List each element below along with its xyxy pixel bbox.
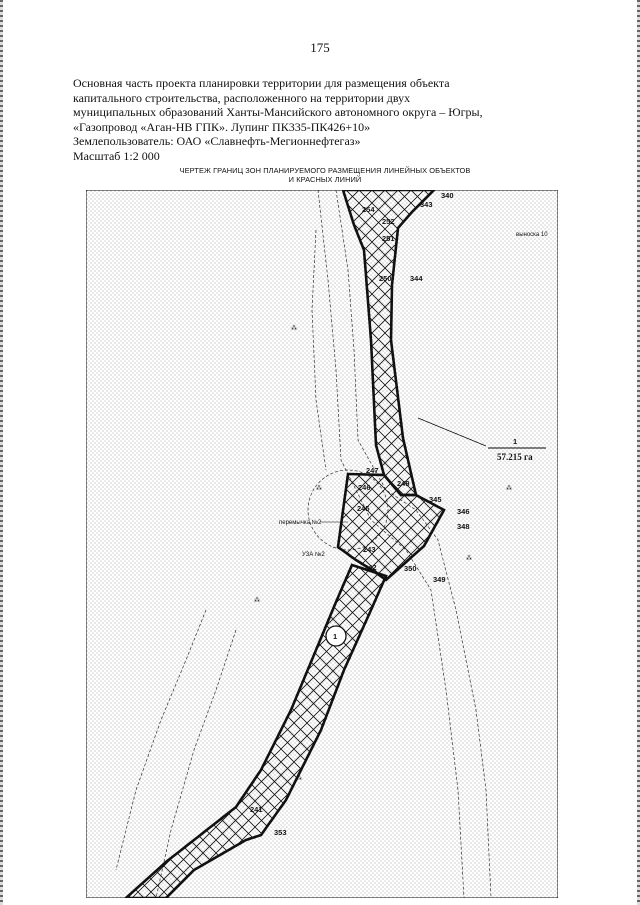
point-label: 349 xyxy=(433,575,446,584)
point-label: 243 xyxy=(363,545,376,554)
point-label: 251 xyxy=(382,234,395,243)
point-label: 345 xyxy=(429,495,442,504)
header-line: капитального строительства, расположенного на территории двух xyxy=(73,90,411,105)
svg-text:⁂: ⁂ xyxy=(466,556,472,562)
map-svg xyxy=(86,190,558,898)
point-label: 353 xyxy=(274,828,287,837)
point-label: 250 xyxy=(379,274,392,283)
scan-edge-left xyxy=(0,0,3,905)
point-label: 242 xyxy=(364,563,377,572)
jumper-annotation: перемычка №2 xyxy=(279,520,322,526)
callout-label: выноска 10 xyxy=(516,232,548,238)
point-label: 348 xyxy=(457,522,470,531)
header-line: Землепользователь: ОАО «Славнефть-Мегионнефтегаз» xyxy=(73,134,361,149)
svg-text:⁂: ⁂ xyxy=(291,326,297,332)
point-label: 252 xyxy=(382,217,395,226)
map-background xyxy=(86,190,558,898)
zone-number-label: 1 xyxy=(513,437,518,446)
header-line: Основная часть проекта планировки территории для размещения объекта xyxy=(73,76,450,90)
header-line: «Газопровод «Аган-НВ ГПК». Лупинг ПК335-ПК426+10» xyxy=(73,119,371,134)
drawing-title xyxy=(86,166,564,184)
svg-text:⁂: ⁂ xyxy=(316,486,322,492)
map-drawing xyxy=(86,190,558,898)
point-label: 346 xyxy=(457,507,470,516)
header-line: муниципальных образований Ханты-Мансийского автономного округа – Югры, xyxy=(73,105,483,120)
header-line: Масштаб 1:2 000 xyxy=(73,148,160,163)
document-header xyxy=(73,76,593,164)
svg-text:⁂: ⁂ xyxy=(296,776,302,782)
point-label: 241 xyxy=(250,805,263,814)
point-label: 245 xyxy=(357,504,370,513)
svg-text:⁂: ⁂ xyxy=(506,486,512,492)
point-label: 247 xyxy=(366,466,379,475)
page-number: 175 xyxy=(310,40,330,55)
drawing-title-line2: И КРАСНЫХ ЛИНИЙ xyxy=(288,175,362,184)
point-label: 343 xyxy=(420,200,433,209)
point-label: 249 xyxy=(397,479,410,488)
point-label: 340 xyxy=(441,191,454,200)
point-label: 350 xyxy=(404,564,417,573)
node-annotation: УЗА №2 xyxy=(302,552,325,558)
point-label: 344 xyxy=(410,274,423,283)
zone-circle-number: 1 xyxy=(333,632,338,641)
drawing-title-line1: ЧЕРТЕЖ ГРАНИЦ ЗОН ПЛАНИРУЕМОГО РАЗМЕЩЕНИЯ ЛИНЕЙНЫХ ОБЪЕКТОВ xyxy=(179,166,471,175)
zone-area-label: 57.215 га xyxy=(497,452,533,462)
svg-text:⁂: ⁂ xyxy=(254,598,260,604)
point-label: 246 xyxy=(358,483,371,492)
point-label: 254 xyxy=(362,205,375,214)
